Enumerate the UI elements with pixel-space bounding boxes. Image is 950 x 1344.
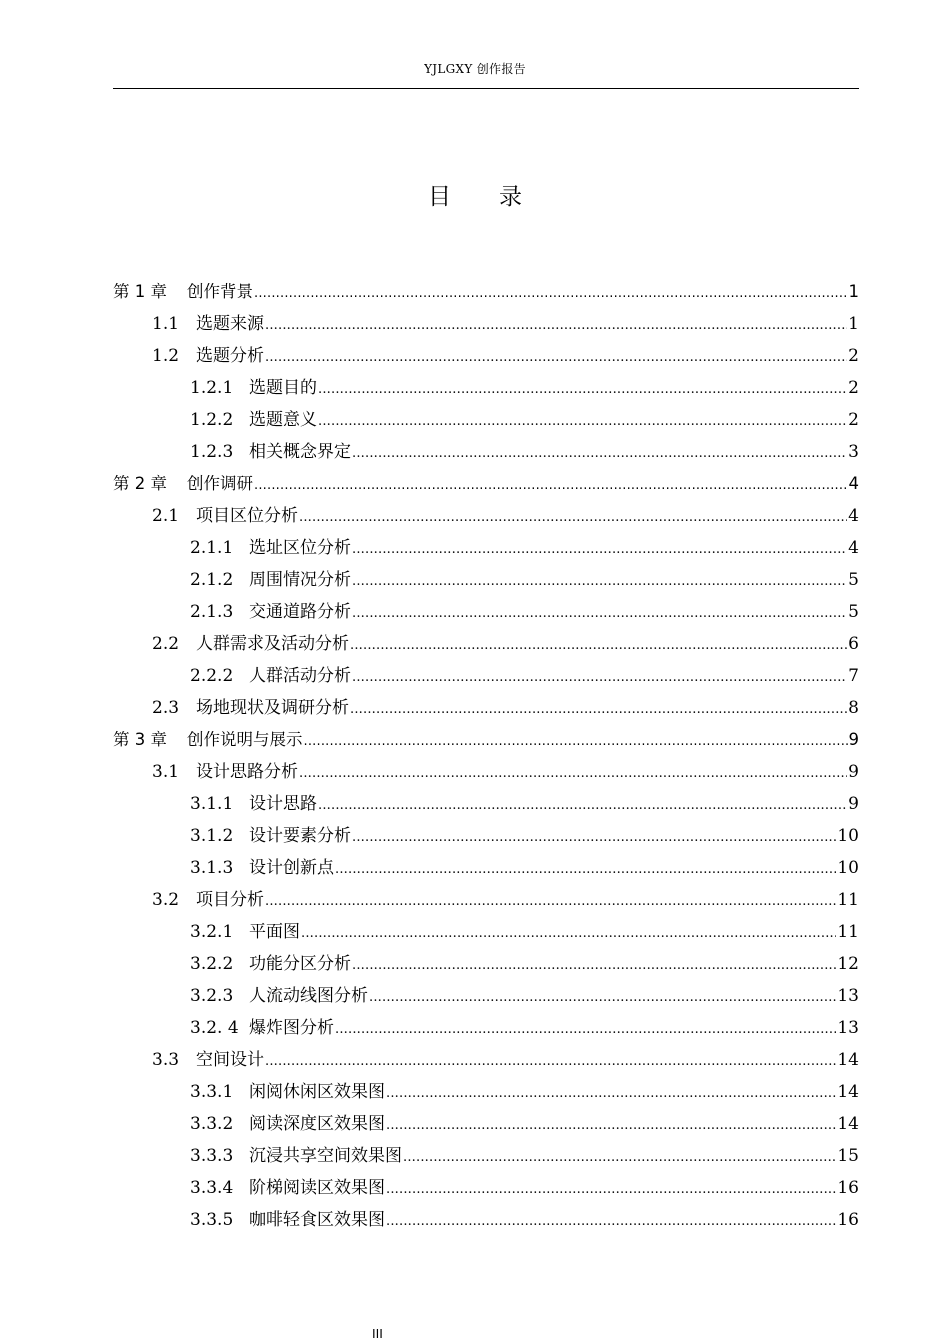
toc-dot-leader: [352, 440, 847, 468]
toc-entry[interactable]: [113, 438, 859, 470]
toc-entry-page: 14: [837, 1050, 859, 1070]
toc-dot-leader: [265, 1048, 836, 1076]
toc-entry-page: 8: [848, 698, 859, 718]
toc-entry-page: 9: [848, 762, 859, 782]
toc-entry[interactable]: [113, 1142, 859, 1174]
toc-entry[interactable]: [113, 726, 859, 758]
toc-entry-number: 2.2: [152, 634, 180, 654]
toc-entry-label: 人群活动分析: [249, 666, 351, 686]
toc-dot-leader: [403, 1144, 836, 1172]
toc-entry[interactable]: [113, 1078, 859, 1110]
toc-dot-leader: [304, 728, 848, 756]
toc-entry-label: 选题意义: [249, 410, 317, 430]
toc-entry-label: 选题分析: [196, 346, 264, 366]
toc-dot-leader: [352, 600, 847, 628]
toc-dot-leader: [352, 952, 836, 980]
toc-entry-number: 第 1 章: [113, 282, 167, 301]
toc-entry[interactable]: [113, 342, 859, 374]
toc-entry-number: 3.1.2: [190, 826, 234, 846]
toc-dot-leader: [254, 472, 848, 500]
toc-entry-page: 15: [837, 1146, 859, 1166]
toc-entry[interactable]: [113, 502, 859, 534]
toc-dot-leader: [352, 536, 847, 564]
toc-dot-leader: [352, 568, 847, 596]
toc-dot-leader: [265, 312, 847, 340]
toc-entry-number: 2.2.2: [190, 666, 234, 686]
toc-entry-page: 7: [848, 666, 859, 686]
toc-dot-leader: [352, 664, 847, 692]
toc-entry-number: 3.3.3: [190, 1146, 234, 1166]
toc-entry-label: 创作说明与展示: [187, 730, 303, 749]
toc-dot-leader: [265, 888, 836, 916]
toc-entry[interactable]: [113, 630, 859, 662]
toc-entry-label: 交通道路分析: [249, 602, 351, 622]
toc-entry-label: 场地现状及调研分析: [196, 698, 349, 718]
toc-entry-page: 14: [837, 1114, 859, 1134]
toc-entry-page: 6: [848, 634, 859, 654]
header-divider: [113, 88, 859, 89]
toc-entry[interactable]: [113, 886, 859, 918]
toc-entry-number: 第 3 章: [113, 730, 167, 749]
toc-entry[interactable]: [113, 758, 859, 790]
toc-entry-label: 人群需求及活动分析: [196, 634, 349, 654]
toc-entry-label: 设计要素分析: [249, 826, 351, 846]
toc-entry-page: 10: [837, 826, 859, 846]
toc-entry[interactable]: [113, 1174, 859, 1206]
toc-entry-number: 1.2.1: [190, 378, 234, 398]
toc-entry-number: 1.2.3: [190, 442, 234, 462]
toc-entry[interactable]: [113, 470, 859, 502]
toc-entry[interactable]: [113, 534, 859, 566]
toc-entry-label: 选址区位分析: [249, 538, 351, 558]
toc-entry[interactable]: [113, 1014, 859, 1046]
toc-entry-label: 设计思路: [249, 794, 317, 814]
toc-entry-label: 阶梯阅读区效果图: [249, 1178, 385, 1198]
toc-dot-leader: [352, 824, 836, 852]
toc-entry-number: 3.3.5: [190, 1210, 234, 1230]
toc-entry-page: 5: [848, 602, 859, 622]
toc-entry-label: 相关概念界定: [249, 442, 351, 462]
toc-entry-page: 1: [848, 314, 859, 334]
toc-dot-leader: [299, 760, 847, 788]
page-header: YJLGXY 创作报告: [424, 62, 526, 76]
toc-entry-label: 选题目的: [249, 378, 317, 398]
toc-dot-leader: [386, 1176, 836, 1204]
toc-dot-leader: [350, 632, 847, 660]
toc-entry-number: 3.1.1: [190, 794, 234, 814]
toc-entry-number: 3.2.3: [190, 986, 234, 1006]
toc-entry-label: 创作调研: [187, 474, 253, 493]
toc-entry-label: 闲阅休闲区效果图: [249, 1082, 385, 1102]
toc-entry-number: 3.3: [152, 1050, 180, 1070]
toc-entry-page: 9: [848, 794, 859, 814]
toc-entry[interactable]: [113, 406, 859, 438]
page-number: III: [372, 1326, 383, 1341]
toc-entry-label: 平面图: [249, 922, 300, 942]
toc-entry[interactable]: [113, 278, 859, 310]
toc-entry-page: 16: [837, 1210, 859, 1230]
toc-entry-page: 14: [837, 1082, 859, 1102]
toc-entry-label: 爆炸图分析: [249, 1018, 334, 1038]
toc-entry-page: 10: [837, 858, 859, 878]
toc-entry-label: 创作背景: [187, 282, 253, 301]
toc-dot-leader: [301, 920, 836, 948]
toc-entry[interactable]: [113, 1206, 859, 1238]
toc-entry-number: 2.1.1: [190, 538, 234, 558]
toc-entry[interactable]: [113, 822, 859, 854]
toc-entry-page: 11: [837, 890, 859, 910]
toc-entry-label: 选题来源: [196, 314, 264, 334]
toc-entry-page: 2: [848, 378, 859, 398]
toc-entry-label: 阅读深度区效果图: [249, 1114, 385, 1134]
toc-entry[interactable]: [113, 1110, 859, 1142]
toc-entry-number: 2.1: [152, 506, 180, 526]
toc-entry-number: 第 2 章: [113, 474, 167, 493]
toc-entry-number: 2.3: [152, 698, 180, 718]
toc-entry-number: 3.3.1: [190, 1082, 234, 1102]
toc-dot-leader: [386, 1208, 836, 1236]
toc-dot-leader: [335, 1016, 836, 1044]
toc-entry-page: 3: [848, 442, 859, 462]
toc-dot-leader: [386, 1080, 836, 1108]
toc-entry[interactable]: [113, 918, 859, 950]
toc-title: [0, 178, 950, 211]
toc-entry-page: 11: [837, 922, 859, 942]
toc-entry-page: 13: [837, 986, 859, 1006]
toc-entry-number: 3.1: [152, 762, 180, 782]
toc-entry-page: 4: [848, 474, 859, 493]
toc-entry-label: 沉浸共享空间效果图: [249, 1146, 402, 1166]
toc-entry-page: 2: [848, 346, 859, 366]
toc-dot-leader: [386, 1112, 836, 1140]
toc-entry[interactable]: [113, 598, 859, 630]
toc-entry-number: 3.2. 4: [190, 1018, 239, 1038]
toc-entry-label: 功能分区分析: [249, 954, 351, 974]
toc-entry-page: 16: [837, 1178, 859, 1198]
toc-entry-page: 4: [848, 538, 859, 558]
toc-dot-leader: [318, 376, 847, 404]
toc-entry-number: 3.1.3: [190, 858, 234, 878]
toc-title-left: 目: [428, 184, 451, 210]
toc-entry[interactable]: [113, 662, 859, 694]
toc-entry-label: 周围情况分析: [249, 570, 351, 590]
toc-entry-number: 2.1.2: [190, 570, 234, 590]
toc-entry[interactable]: [113, 982, 859, 1014]
toc-entry[interactable]: [113, 566, 859, 598]
toc-title-right: 录: [499, 184, 522, 210]
toc-entry-label: 设计思路分析: [196, 762, 298, 782]
toc-entry-label: 项目分析: [196, 890, 264, 910]
toc-entry-number: 3.2: [152, 890, 180, 910]
toc-entry-number: 1.1: [152, 314, 180, 334]
toc-entry-page: 9: [848, 730, 859, 749]
toc-entry-number: 2.1.3: [190, 602, 234, 622]
toc-dot-leader: [335, 856, 836, 884]
toc-dot-leader: [265, 344, 847, 372]
toc-entry-number: 3.3.4: [190, 1178, 234, 1198]
toc-dot-leader: [299, 504, 847, 532]
toc-entry-page: 4: [848, 506, 859, 526]
toc-entry-page: 13: [837, 1018, 859, 1038]
toc-entry-page: 1: [848, 282, 859, 301]
toc-entry[interactable]: [113, 310, 859, 342]
toc-entry-number: 1.2.2: [190, 410, 234, 430]
toc-entry[interactable]: [113, 374, 859, 406]
toc-entry-label: 项目区位分析: [196, 506, 298, 526]
toc-entry-number: 3.2.2: [190, 954, 234, 974]
table-of-contents: [113, 278, 859, 1238]
toc-entry[interactable]: [113, 1046, 859, 1078]
toc-entry-number: 1.2: [152, 346, 180, 366]
toc-entry-page: 2: [848, 410, 859, 430]
toc-dot-leader: [369, 984, 836, 1012]
toc-entry-label: 咖啡轻食区效果图: [249, 1210, 385, 1230]
toc-entry-page: 5: [848, 570, 859, 590]
toc-dot-leader: [254, 280, 848, 308]
toc-entry-number: 3.2.1: [190, 922, 234, 942]
toc-entry[interactable]: [113, 854, 859, 886]
toc-entry-number: 3.3.2: [190, 1114, 234, 1134]
toc-entry[interactable]: [113, 790, 859, 822]
toc-entry-label: 人流动线图分析: [249, 986, 368, 1006]
toc-dot-leader: [350, 696, 847, 724]
toc-entry-label: 空间设计: [196, 1050, 264, 1070]
toc-dot-leader: [318, 408, 847, 436]
toc-entry-label: 设计创新点: [249, 858, 334, 878]
toc-entry[interactable]: [113, 950, 859, 982]
toc-entry-page: 12: [837, 954, 859, 974]
toc-dot-leader: [318, 792, 847, 820]
toc-entry[interactable]: [113, 694, 859, 726]
